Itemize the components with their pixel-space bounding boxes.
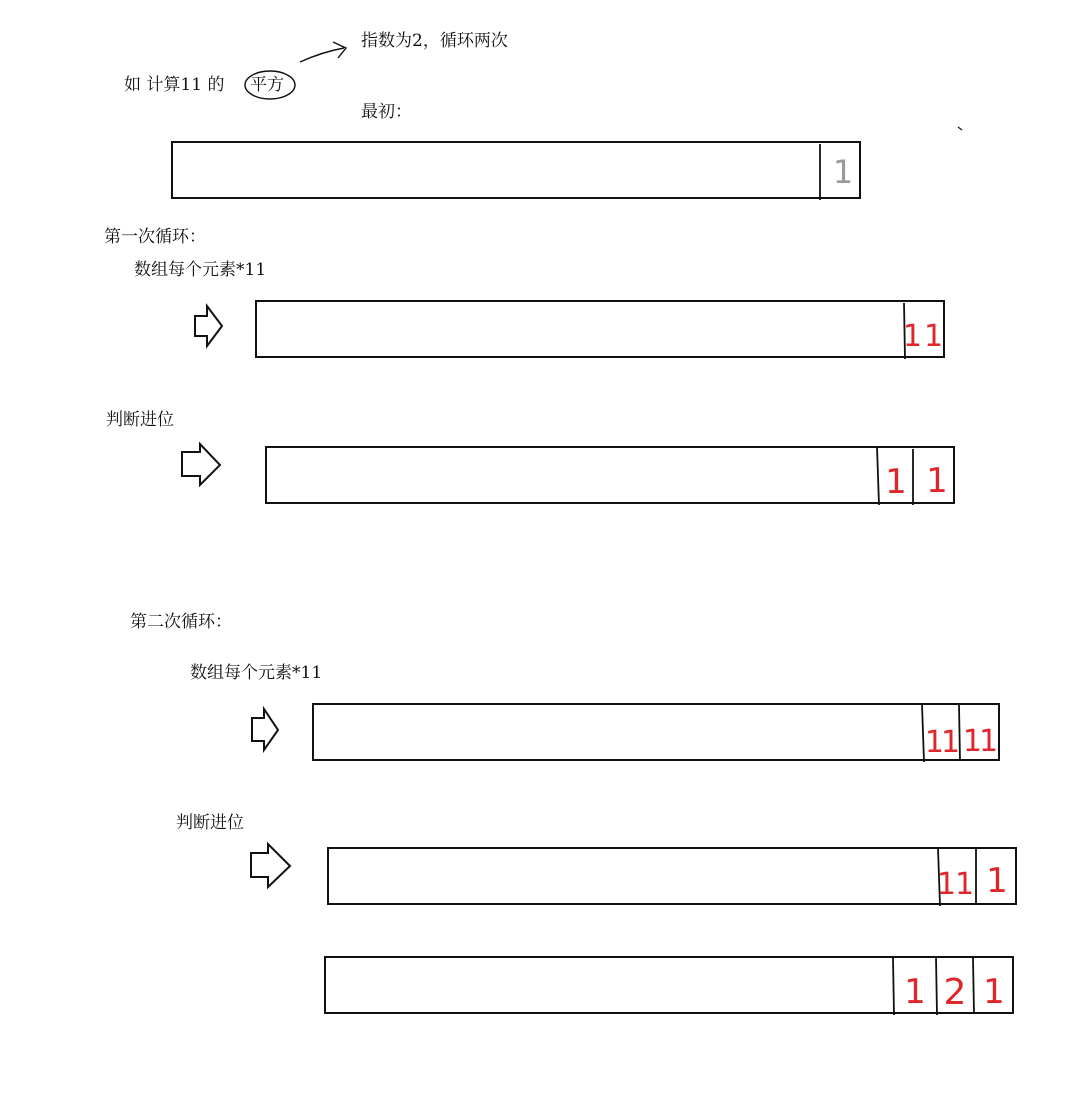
array-loop2-carry (328, 848, 1016, 904)
initial-label: 最初： (361, 102, 412, 122)
cell-values-initial (833, 153, 853, 191)
right-arrow-icon (251, 844, 290, 887)
array-loop2-multiply (313, 704, 999, 760)
exponent-note: 指数为2，循环两次 (361, 31, 508, 51)
circled-word: 平方 (250, 75, 284, 95)
cell-digit: 1 (885, 462, 907, 502)
cell-divider (959, 705, 960, 761)
cell-digit: 1 (832, 153, 854, 191)
cell-digit: 11 (924, 725, 958, 760)
array-initial (172, 142, 860, 198)
circle-mark (245, 71, 295, 99)
right-arrow-icon (195, 306, 222, 346)
cell-digit: 1 (904, 972, 926, 1012)
cell-digit: 11 (936, 867, 974, 902)
loop2-multiply-label: 数组每个元素*11 (190, 663, 323, 683)
cell-digit: 1 (926, 461, 948, 501)
loop1-carry-label: 判断进位 (106, 410, 174, 430)
cell-divider (973, 958, 974, 1014)
cell-digit: 11 (962, 724, 996, 759)
array-loop1-multiply (256, 301, 944, 357)
cell-digit: 1 (986, 861, 1008, 901)
note-arrow (300, 48, 344, 62)
cell-divider (936, 957, 937, 1015)
cell-digit: 11 (902, 319, 946, 354)
example-text: 如 计算11 的 (124, 75, 225, 95)
right-arrow-icon (252, 709, 278, 750)
right-arrow-icon (182, 444, 220, 485)
loop2-carry-label: 判断进位 (176, 813, 244, 833)
loop2-title: 第二次循环： (130, 612, 232, 632)
cell-values-final (904, 972, 1005, 1013)
pen-dot (958, 127, 962, 130)
cell-digit: 1 (983, 972, 1005, 1012)
loop1-title: 第一次循环： (104, 227, 206, 247)
cell-divider (893, 958, 894, 1015)
cell-digit: 2 (943, 972, 967, 1013)
array-loop1-carry (266, 447, 954, 503)
loop1-multiply-label: 数组每个元素*11 (134, 260, 267, 280)
